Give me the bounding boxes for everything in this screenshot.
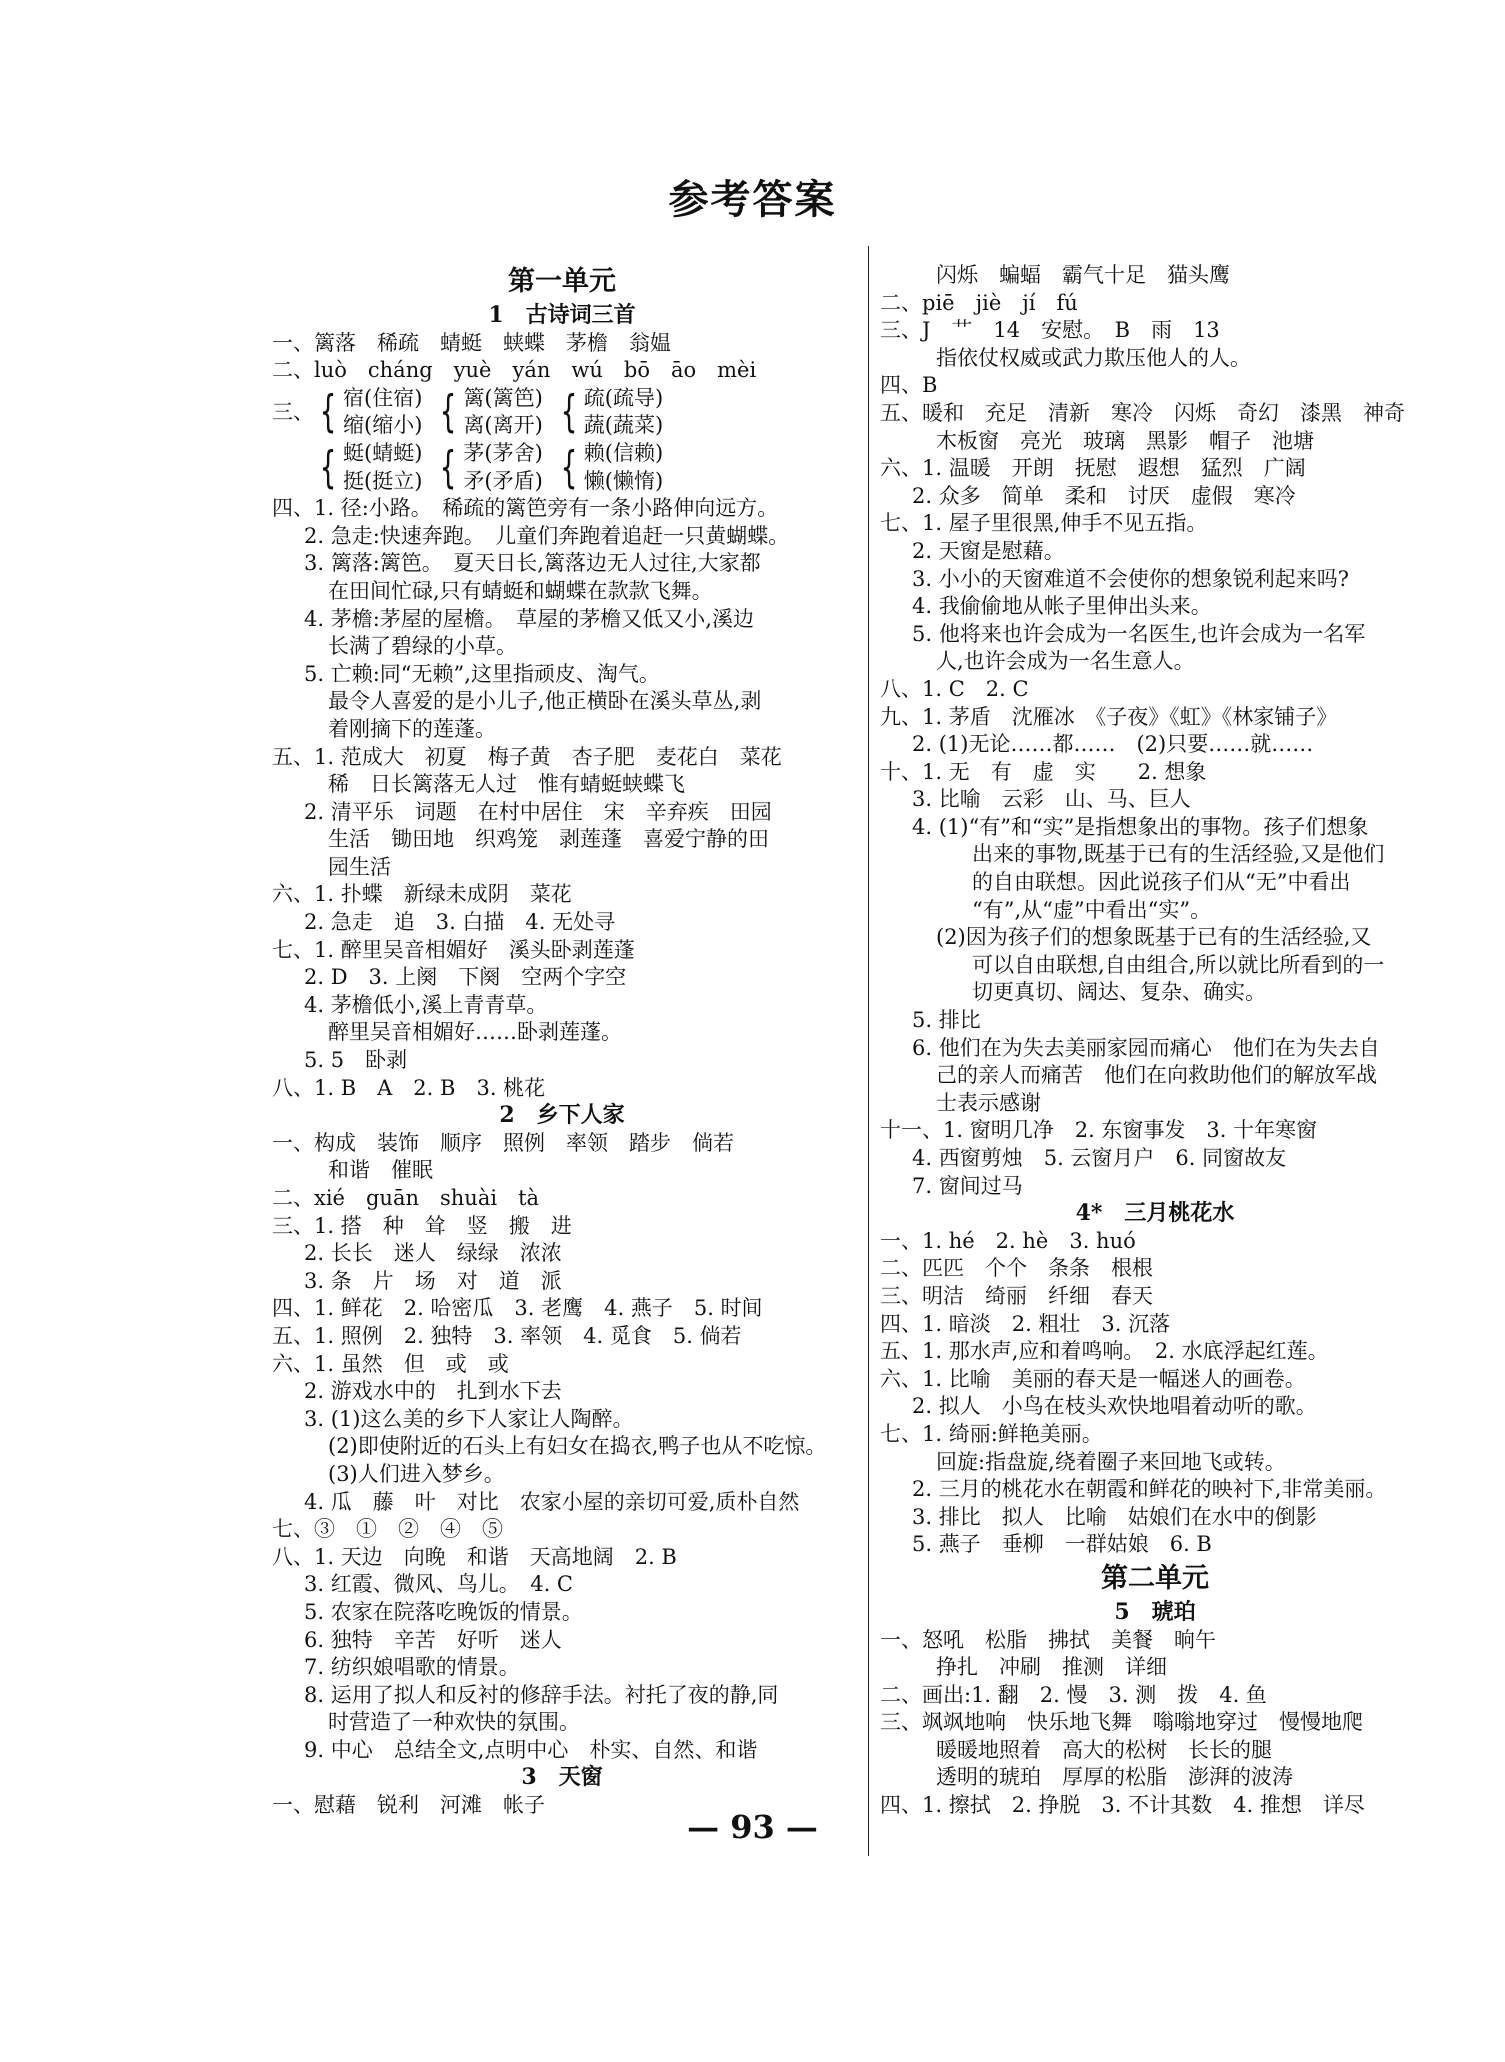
brace-mark: {: [319, 441, 337, 493]
answer-line: (2)因为孩子们的想象既基于已有的生活经验,又: [936, 925, 1372, 950]
pair-word: 缩(缩小): [343, 413, 423, 438]
pair-word: 宿(住宿): [343, 385, 423, 410]
answer-line: 四、1. 鲜花 2. 哈密瓜 3. 老鹰 4. 燕子 5. 时间: [272, 1296, 763, 1321]
answer-line: 7. 窗间过马: [912, 1173, 1023, 1198]
answer-line: 出来的事物,既基于已有的生活经验,又是他们: [972, 842, 1385, 867]
answer-line: 二、匹匹 个个 条条 根根: [880, 1256, 1153, 1281]
answer-line: 五、1. 照例 2. 独特 3. 率领 4. 觅食 5. 倘若: [272, 1323, 742, 1348]
pair-word: 懒(懒惰): [583, 468, 664, 493]
answer-line: 2. 急走:快速奔跑。 儿童们奔跑着追赶一只黄蝴蝶。: [304, 523, 790, 548]
brace-mark: {: [560, 441, 578, 493]
answer-line: 十一、1. 窗明几净 2. 东窗事发 3. 十年寒窗: [880, 1118, 1318, 1143]
answer-line: 2. 急走 追 3. 白描 4. 无处寻: [304, 910, 616, 935]
answer-line: 醉里吴音相媚好……卧剥莲蓬。: [328, 1020, 622, 1045]
pair-word: 茅(茅舍): [463, 440, 543, 465]
answer-line: 闪烁 蝙蝠 霸气十足 猫头鹰: [936, 263, 1230, 287]
answer-line: 九、1. 茅盾 沈雁冰 《子夜》《虹》《林家铺子》: [880, 704, 1338, 729]
answer-line: 4. 西窗剪烛 5. 云窗月户 6. 同窗故友: [912, 1146, 1287, 1170]
character-pair: [314, 385, 422, 440]
answer-line: 6. 他们在为失去美丽家园而痛心 他们在为失去自: [912, 1035, 1380, 1060]
answer-line: 十、1. 无 有 虚 实 2. 想象: [880, 759, 1207, 784]
answer-line: “有”,从“虚”中看出“实”。: [972, 897, 1212, 922]
answer-line: 8. 运用了拟人和反衬的修辞手法。衬托了夜的静,同: [304, 1682, 779, 1707]
answer-line: 的自由联想。因此说孩子们从“无”中看出: [972, 870, 1351, 895]
answer-line: 4. (1)“有”和“实”是指想象出的事物。孩子们想象: [912, 814, 1369, 839]
lesson-4-answers: [880, 1228, 1430, 1559]
answer-line: 3. 篱落:篱笆。 夏天日长,篱落边无人过往,大家都: [304, 551, 761, 576]
answer-line: 2. 三月的桃花水在朝霞和鲜花的映衬下,非常美丽。: [912, 1477, 1387, 1502]
answer-line: 2. 长长 迷人 绿绿 浓浓: [304, 1241, 562, 1266]
answer-line: 二、画出:1. 翻 2. 慢 3. 测 拨 4. 鱼: [880, 1682, 1267, 1707]
answer-line: 回旋:指盘旋,绕着圈子来回地飞或转。: [936, 1449, 1286, 1474]
answer-line: 五、1. 那水声,应和着鸣响。 2. 水底浮起红莲。: [880, 1339, 1329, 1364]
lesson-1-character-pairs: [272, 385, 852, 495]
answer-line: 七、1. 屋子里很黑,伸手不见五指。: [880, 511, 1208, 536]
character-pair: [434, 385, 542, 440]
answer-line: 在田间忙碌,只有蜻蜓和蝴蝶在款款飞舞。: [328, 578, 713, 603]
brace-mark: {: [319, 386, 337, 438]
answer-line: 4. 瓜 藤 叶 对比 农家小屋的亲切可爱,质朴自然: [304, 1489, 800, 1514]
answer-line: 二、piē jiè jí fú: [880, 290, 1078, 315]
page-title: 参考答案: [668, 176, 837, 223]
answer-line: 二、luò cháng yuè yán wú bō āo mèi: [272, 358, 757, 383]
lesson-title: 5 琥珀: [1114, 1598, 1196, 1625]
answer-line: 四、B: [880, 373, 938, 398]
unit-title: 第二单元: [1101, 1562, 1209, 1594]
lesson-1-answers-b: [272, 495, 852, 1102]
answer-line: 一、慰藉 锐利 河滩 帐子: [272, 1793, 545, 1818]
pair-word: 挺(挺立): [343, 468, 423, 493]
answer-line: 五、1. 范成大 初夏 梅子黄 杏子肥 麦花白 菜花: [272, 744, 782, 769]
answer-line: 六、1. 虽然 但 或 或: [272, 1351, 509, 1376]
answer-line: 5. 亡赖:同“无赖”,这里指顽皮、淘气。: [304, 661, 660, 686]
pair-word: 疏(疏导): [583, 385, 664, 410]
character-pair: [555, 385, 663, 440]
answer-line: 一、篱落 稀疏 蜻蜓 蛱蝶 茅檐 翁媪: [272, 330, 671, 355]
lesson-1-answers-a: [272, 330, 852, 385]
character-pair: [314, 440, 422, 495]
brace-mark: {: [439, 386, 457, 438]
answer-line: 己的亲人而痛苦 他们在向救助他们的解放军战: [936, 1063, 1377, 1088]
answer-line: 三、明洁 绮丽 纤细 春天: [880, 1283, 1153, 1308]
lesson-title: 1 古诗词三首: [488, 302, 636, 328]
answer-line: 三、飒飒地响 快乐地飞舞 嗡嗡地穿过 慢慢地爬: [880, 1710, 1363, 1735]
lesson-5-answers: [880, 1627, 1430, 1820]
pair-word: 蜓(蜻蜓): [343, 440, 423, 465]
answer-line: 5. 排比: [912, 1008, 981, 1033]
answer-line: 2. 游戏水中的 扎到水下去: [304, 1379, 562, 1404]
answer-line: 四、1. 径:小路。 稀疏的篱笆旁有一条小路伸向远方。: [272, 496, 779, 521]
question-number: 三、: [272, 399, 314, 424]
pair-word: 离(离开): [463, 413, 543, 438]
left-column: [272, 262, 852, 1820]
answer-line: 3. (1)这么美的乡下人家让人陶醉。: [304, 1406, 634, 1431]
answer-line: 长满了碧绿的小草。: [328, 634, 517, 659]
answer-line: 园生活: [328, 854, 391, 879]
answer-line: 六、1. 比喻 美丽的春天是一幅迷人的画卷。: [880, 1366, 1306, 1391]
answer-line: 最令人喜爱的是小儿子,他正横卧在溪头草丛,剥: [328, 689, 762, 714]
answer-line: 2. 天窗是慰藉。: [912, 538, 1065, 563]
answer-line: 4. 茅檐:茅屋的屋檐。 草屋的茅檐又低又小,溪边: [304, 606, 754, 631]
answer-line: 七、③ ① ② ④ ⑤: [272, 1517, 503, 1542]
answer-line: 2. 清平乐 词题 在村中居住 宋 辛弃疾 田园: [304, 799, 772, 824]
page-number: — 93 —: [687, 1808, 818, 1846]
pair-word: 蔬(蔬菜): [583, 413, 664, 438]
answer-line: 一、构成 装饰 顺序 照例 率领 踏步 倘若: [272, 1130, 734, 1155]
answer-line: 七、1. 醉里吴音相媚好 溪头卧剥莲蓬: [272, 937, 635, 962]
character-pair: [434, 440, 542, 495]
answer-line: 四、1. 擦拭 2. 挣脱 3. 不计其数 4. 推想 详尽: [880, 1793, 1365, 1818]
answer-line: 5. 农家在院落吃晚饭的情景。: [304, 1599, 583, 1624]
answer-line: 2. 众多 简单 柔和 讨厌 虚假 寒冷: [912, 483, 1296, 508]
answer-line: 木板窗 亮光 玻璃 黑影 帽子 池塘: [936, 428, 1314, 453]
answer-line: 三、J 艹 14 安慰。 B 雨 13: [880, 318, 1220, 343]
answer-line: 2. (1)无论……都…… (2)只要……就……: [912, 732, 1314, 757]
answer-line: 5. 5 卧剥: [304, 1048, 408, 1073]
answer-line: 六、1. 扑蝶 新绿未成阴 菜花: [272, 882, 572, 907]
lesson-3-answers-continued: [880, 262, 1430, 1200]
pair-row: [290, 440, 852, 495]
answer-line: 和谐 催眠: [328, 1158, 433, 1183]
answer-line: 3. 红霞、微风、鸟儿。 4. C: [304, 1572, 573, 1597]
answer-line: (3)人们进入梦乡。: [328, 1461, 505, 1486]
answer-line: 时营造了一种欢快的氛围。: [328, 1710, 580, 1735]
answer-line: 士表示感谢: [936, 1090, 1041, 1115]
answer-line: 六、1. 温暖 开朗 抚慰 遐想 猛烈 广阔: [880, 456, 1306, 481]
answer-line: 八、1. C 2. C: [880, 676, 1029, 701]
answer-line: 2. 拟人 小鸟在枝头欢快地唱着动听的歌。: [912, 1394, 1317, 1419]
answer-line: 3. 条 片 场 对 道 派: [304, 1268, 562, 1293]
answer-line: 五、暖和 充足 清新 寒冷 闪烁 奇幻 漆黑 神奇: [880, 400, 1405, 425]
answer-line: 6. 独特 辛苦 好听 迷人: [304, 1627, 562, 1652]
pair-row: [272, 385, 852, 440]
answer-line: 二、xié guān shuài tà: [272, 1186, 540, 1210]
answer-line: 2. D 3. 上阕 下阕 空两个字空: [304, 965, 627, 990]
answer-line: 透明的琥珀 厚厚的松脂 澎湃的波涛: [936, 1765, 1293, 1790]
answer-line: 4. 我偷偷地从帐子里伸出头来。: [912, 594, 1212, 619]
answer-line: 挣扎 冲刷 推测 详细: [936, 1655, 1167, 1680]
answer-line: 三、1. 搭 种 耸 竖 搬 进: [272, 1213, 572, 1238]
brace-mark: {: [439, 441, 457, 493]
answer-line: (2)即使附近的石头上有妇女在捣衣,鸭子也从不吃惊。: [328, 1434, 827, 1459]
answer-line: 4. 茅檐低小,溪上青青草。: [304, 992, 548, 1017]
answer-line: 5. 燕子 垂柳 一群姑娘 6. B: [912, 1532, 1212, 1557]
answer-line: 八、1. B A 2. B 3. 桃花: [272, 1075, 546, 1100]
answer-line: 八、1. 天边 向晚 和谐 天高地阔 2. B: [272, 1544, 677, 1569]
answer-line: 3. 小小的天窗难道不会使你的想象锐利起来吗?: [912, 566, 1349, 591]
answer-line: 七、1. 绮丽:鲜艳美丽。: [880, 1421, 1103, 1446]
answer-line: 切更真切、阔达、复杂、确实。: [972, 980, 1266, 1005]
answer-line: 稀 日长篱落无人过 惟有蜻蜓蛱蝶飞: [328, 772, 685, 797]
answer-line: 3. 比喻 云彩 山、马、巨人: [912, 787, 1191, 812]
answer-line: 5. 他将来也许会成为一名医生,也许会成为一名军: [912, 621, 1366, 646]
brace-mark: {: [560, 386, 578, 438]
answer-line: 人,也许会成为一名生意人。: [936, 649, 1195, 674]
answer-line: 一、1. hé 2. hè 3. huó: [880, 1228, 1136, 1253]
answer-line: 生活 锄田地 织鸡笼 剥莲蓬 喜爱宁静的田: [328, 827, 769, 852]
lesson-2-answers: [272, 1130, 852, 1765]
answer-line: 指依仗权威或武力欺压他人的人。: [936, 345, 1251, 370]
answer-line: 可以自由联想,自由组合,所以就比所看到的一: [972, 952, 1385, 977]
lesson-title: 2 乡下人家: [499, 1102, 625, 1129]
lesson-title: 3 天窗: [521, 1764, 603, 1791]
answer-line: 3. 排比 拟人 比喻 姑娘们在水中的倒影: [912, 1504, 1317, 1529]
pair-word: 篱(篱笆): [463, 385, 543, 410]
lesson-title: 4* 三月桃花水: [1075, 1200, 1235, 1227]
answer-line: 9. 中心 总结全文,点明中心 朴实、自然、和谐: [304, 1737, 758, 1762]
pair-word: 矛(矛盾): [463, 468, 543, 493]
character-pair: [555, 440, 663, 495]
answer-line: 四、1. 暗淡 2. 粗壮 3. 沉落: [880, 1311, 1171, 1336]
right-column: [880, 262, 1430, 1820]
answer-line: 暖暖地照着 高大的松树 长长的腿: [936, 1737, 1272, 1762]
answer-line: 7. 纺织娘唱歌的情景。: [304, 1655, 520, 1680]
answer-line: 一、怒吼 松脂 拂拭 美餐 晌午: [880, 1627, 1216, 1652]
unit-title: 第一单元: [508, 266, 616, 297]
column-divider: [868, 246, 869, 1856]
pair-word: 赖(信赖): [583, 440, 664, 465]
answer-line: 着刚摘下的莲蓬。: [328, 716, 496, 741]
